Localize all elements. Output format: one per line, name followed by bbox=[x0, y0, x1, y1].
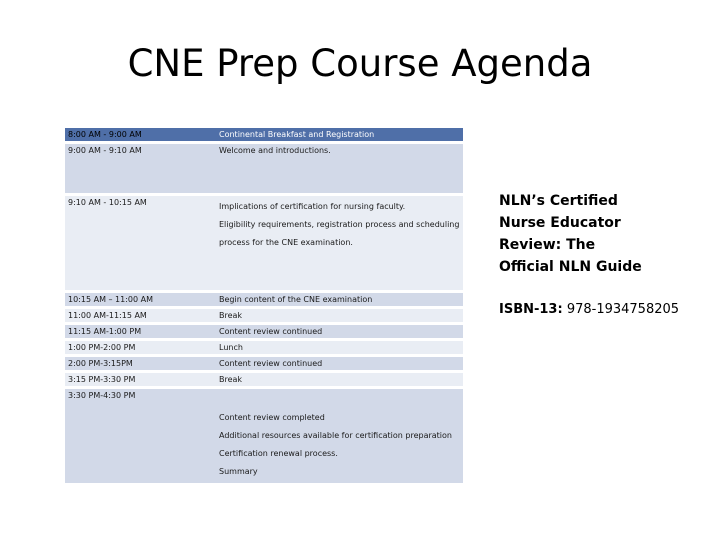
agenda-description bbox=[216, 325, 463, 339]
agenda-table bbox=[65, 126, 463, 486]
agenda-time: 8:00 AM - 9:00 AM bbox=[65, 128, 216, 142]
agenda-time: 3:15 PM-3:30 PM bbox=[65, 373, 216, 387]
isbn bbox=[499, 302, 709, 317]
book-title-line: Official NLN Guide bbox=[499, 259, 642, 275]
agenda-row bbox=[65, 309, 463, 323]
book-title-line: Nurse Educator bbox=[499, 215, 621, 231]
agenda-time: 11:15 AM-1:00 PM bbox=[65, 325, 216, 339]
agenda-description bbox=[216, 357, 463, 371]
isbn-value: 978-1934758205 bbox=[566, 302, 680, 317]
agenda-description bbox=[216, 196, 463, 291]
agenda-description bbox=[216, 373, 463, 387]
agenda-description-line: Begin content of the CNE examination bbox=[219, 295, 373, 304]
agenda-description bbox=[216, 293, 463, 307]
agenda-time: 3:30 PM-4:30 PM bbox=[65, 389, 216, 484]
agenda-description-line: Content review continued bbox=[219, 327, 323, 336]
agenda-description-line: Welcome and introductions. bbox=[219, 146, 331, 155]
agenda-description-line: process for the CNE examination. bbox=[219, 238, 353, 247]
book-title-line: NLN’s Certified bbox=[499, 193, 618, 209]
agenda-time: 9:00 AM - 9:10 AM bbox=[65, 144, 216, 194]
agenda-description-line: Lunch bbox=[219, 343, 243, 352]
agenda-row bbox=[65, 325, 463, 339]
isbn-label: ISBN-13: bbox=[499, 302, 563, 317]
agenda-time: 10:15 AM – 11:00 AM bbox=[65, 293, 216, 307]
agenda-time: 2:00 PM-3:15PM bbox=[65, 357, 216, 371]
agenda-time: 1:00 PM-2:00 PM bbox=[65, 341, 216, 355]
agenda-time: 11:00 AM-11:15 AM bbox=[65, 309, 216, 323]
book-info bbox=[499, 190, 709, 317]
agenda-time: 9:10 AM - 10:15 AM bbox=[65, 196, 216, 291]
agenda-description bbox=[216, 389, 463, 484]
agenda-row bbox=[65, 128, 463, 142]
agenda-description-line: Implications of certification for nursing faculty. bbox=[219, 202, 406, 211]
agenda-description-line: Eligibility requirements, registration process and scheduling bbox=[219, 220, 460, 229]
agenda-description-line: Continental Breakfast and Registration bbox=[219, 130, 375, 139]
book-title bbox=[499, 190, 709, 278]
agenda-description-line: Summary bbox=[219, 467, 258, 476]
book-title-line: Review: The bbox=[499, 237, 596, 253]
agenda-row bbox=[65, 373, 463, 387]
agenda-row bbox=[65, 293, 463, 307]
agenda-row bbox=[65, 196, 463, 291]
agenda-description-line: Additional resources available for certification preparation bbox=[219, 431, 452, 440]
agenda-description bbox=[216, 309, 463, 323]
agenda-description-line: Content review completed bbox=[219, 413, 325, 422]
agenda-description bbox=[216, 128, 463, 142]
agenda-row bbox=[65, 389, 463, 484]
agenda-description-line: Content review continued bbox=[219, 359, 323, 368]
agenda-row bbox=[65, 144, 463, 194]
agenda-description-line bbox=[219, 391, 460, 409]
agenda-description-line: Break bbox=[219, 375, 243, 384]
agenda-row bbox=[65, 341, 463, 355]
agenda-row bbox=[65, 357, 463, 371]
agenda-description-line: Certification renewal process. bbox=[219, 449, 338, 458]
agenda-description bbox=[216, 144, 463, 194]
agenda-description-line: Break bbox=[219, 311, 243, 320]
page-title: CNE Prep Course Agenda bbox=[127, 42, 593, 85]
agenda-description bbox=[216, 341, 463, 355]
